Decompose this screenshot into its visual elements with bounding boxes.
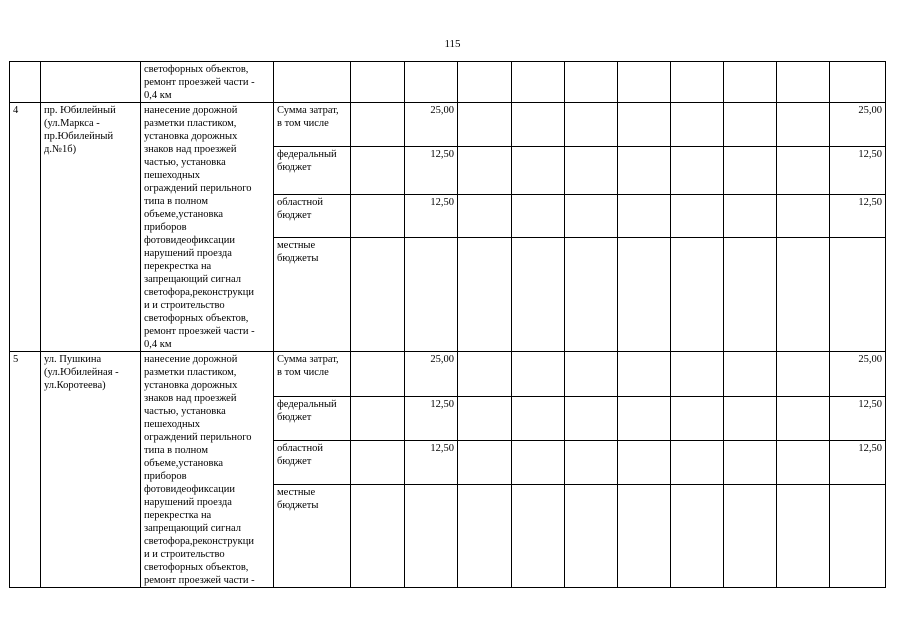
cell-amount: 25,00 <box>405 352 458 397</box>
cell-amount: 12,50 <box>405 440 458 484</box>
cell-funding-source: федеральный бюджет <box>274 397 351 440</box>
cell-amount: 12,50 <box>405 146 458 195</box>
budget-table <box>9 61 886 588</box>
cell-funding-source: Сумма затрат, в том числе <box>274 103 351 147</box>
cell-total: 12,50 <box>830 397 886 440</box>
table-row <box>10 62 886 103</box>
cell-funding-source: местные бюджеты <box>274 485 351 588</box>
cell-funding-source: федеральный бюджет <box>274 146 351 195</box>
cell-total: 25,00 <box>830 103 886 147</box>
cell-amount: 12,50 <box>405 397 458 440</box>
table-row <box>10 352 886 397</box>
cell-funding-source: областной бюджет <box>274 440 351 484</box>
cell-total <box>830 485 886 588</box>
cell-no: 5 <box>10 352 41 588</box>
cell-total <box>830 237 886 351</box>
cell-funding-source: Сумма затрат, в том числе <box>274 352 351 397</box>
cell-work: светофорных объектов, ремонт проезжей части - 0,4 км <box>141 62 274 103</box>
cell-work: нанесение дорожной разметки пластиком, установка дорожных знаков над проезжей частью, установка пешеходных ограждений перильного типа в полном объеме,установка приборов фотовидеофиксации нарушений проезда перекрестка на запрещающий сигнал светофора,реконструкци и и строительство светофорных объектов, ремонт проезжей части - <box>141 352 274 588</box>
cell-location <box>41 62 141 103</box>
cell-location: пр. Юбилейный (ул.Маркса - пр.Юбилейный д.№1б) <box>41 103 141 352</box>
cell-amount <box>405 485 458 588</box>
cell-amount: 25,00 <box>405 103 458 147</box>
cell-location: ул. Пушкина (ул.Юбилейная - ул.Коротеева) <box>41 352 141 588</box>
cell-amount <box>405 237 458 351</box>
cell-total: 25,00 <box>830 352 886 397</box>
cell-no <box>10 62 41 103</box>
cell-amount: 12,50 <box>405 195 458 238</box>
cell-funding-source: местные бюджеты <box>274 237 351 351</box>
table-row <box>10 103 886 147</box>
cell-total: 12,50 <box>830 195 886 238</box>
cell-work: нанесение дорожной разметки пластиком, установка дорожных знаков над проезжей частью, установка пешеходных ограждений перильного типа в полном объеме,установка приборов фотовидеофиксации нарушений проезда перекрестка на запрещающий сигнал светофора,реконструкци и и строительство светофорных объектов, ремонт проезжей части - 0,4 км <box>141 103 274 352</box>
page-number: 115 <box>444 38 461 50</box>
cell-no: 4 <box>10 103 41 352</box>
cell-total: 12,50 <box>830 440 886 484</box>
cell-funding-source: областной бюджет <box>274 195 351 238</box>
cell-total: 12,50 <box>830 146 886 195</box>
